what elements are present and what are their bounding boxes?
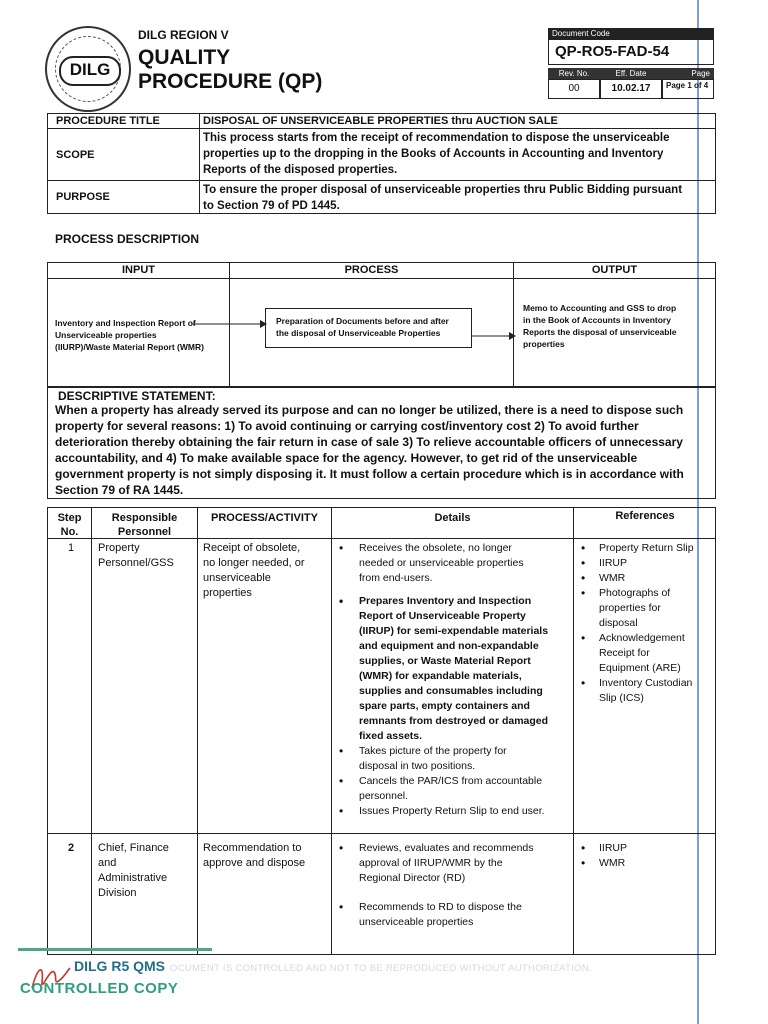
detail-line: • Cancels the PAR/ICS from accountable — [359, 775, 543, 787]
detail-line: Report of Unserviceable Property — [359, 610, 526, 622]
page-label: Page — [662, 68, 714, 79]
responsible-personnel — [98, 541, 174, 571]
reference-line: Equipment (ARE) — [599, 662, 681, 674]
references-list — [577, 541, 715, 706]
detail-item — [335, 841, 571, 886]
purpose-line: to Section 79 of PD 1445. — [203, 200, 340, 212]
descriptive-line: Section 79 of RA 1445. — [55, 483, 184, 497]
purpose-line: To ensure the proper disposal of unserviceable properties thru Public Bidding pursuant — [203, 184, 683, 196]
activity-line: unserviceable — [203, 572, 271, 584]
descriptive-line: property for several reasons: 1) To avoid continuing or carrying cost/inventory cost 2) To avoid further — [55, 419, 639, 433]
input-line: (IIURP)/Waste Material Report (WMR) — [55, 342, 204, 352]
reference-item — [577, 541, 715, 556]
dilg-logo — [45, 26, 131, 112]
reference-item — [577, 856, 715, 871]
rev-no-label: Rev. No. — [548, 68, 600, 79]
header-responsible — [92, 511, 197, 539]
output-arrow-icon — [471, 320, 521, 342]
stamp-line-2: CONTROLLED COPY — [20, 980, 179, 997]
reference-line: Slip (ICS) — [599, 692, 644, 704]
activity-line: Receipt of obsolete, — [203, 542, 301, 554]
detail-line: and equipment and non-expandable — [359, 640, 539, 652]
personnel-line: Personnel/GSS — [98, 557, 174, 569]
process-line: the disposal of Unserviceable Properties — [276, 328, 441, 338]
rev-no-value: 00 — [548, 79, 600, 99]
detail-item — [335, 804, 571, 819]
scope-label: SCOPE — [56, 149, 95, 161]
header-process: PROCESS/ACTIVITY — [211, 512, 318, 524]
detail-line: fixed assets. — [359, 730, 423, 742]
detail-line: • Receives the obsolete, no longer — [359, 542, 512, 554]
output-line: in the Book of Accounts in Inventory — [523, 315, 671, 325]
detail-line: • Issues Property Return Slip to end user. — [359, 805, 545, 817]
doc-code-value: QP-RO5-FAD-54 — [548, 39, 714, 65]
detail-line: disposal in two positions. — [359, 760, 476, 772]
step-no: 1 — [68, 542, 75, 554]
descriptive-line: government property is not simply disposing it. It must follow a certain procedure which is in accordance with — [55, 467, 684, 481]
input-line: Inventory and Inspection Report of — [55, 318, 196, 328]
col-divider — [573, 507, 574, 955]
activity-line: approve and dispose — [203, 857, 306, 869]
detail-line: supplies, or Waste Material Report — [359, 655, 531, 667]
reference-line: • IIRUP — [599, 557, 628, 569]
process-activity — [203, 841, 305, 871]
logo-mark: DILG — [59, 56, 121, 86]
descriptive-body — [55, 402, 703, 498]
procedure-title: DISPOSAL OF UNSERVICEABLE PROPERTIES thru AUCTION SALE — [203, 115, 558, 127]
scope-line: properties up to the dropping in the Books of Accounts in Accounting and Inventory — [203, 148, 664, 160]
reference-line: Receipt for — [599, 647, 650, 659]
input-header: INPUT — [47, 262, 230, 279]
personnel-line: Chief, Finance — [98, 842, 169, 854]
input-arrow-icon — [190, 318, 270, 330]
output-line: Memo to Accounting and GSS to drop — [523, 303, 677, 313]
header-responsible-line: Responsible — [111, 512, 178, 524]
detail-line: supplies and consumables including — [359, 685, 543, 697]
process-description-title: PROCESS DESCRIPTION — [55, 232, 200, 246]
detail-line: • Reviews, evaluates and recommends — [359, 842, 534, 854]
descriptive-line: accountability, and 4) To make available space for the agency. However, to get rid of the unserviceable — [55, 451, 638, 465]
personnel-line: Property — [98, 542, 140, 554]
header-step — [48, 511, 91, 539]
responsible-personnel — [98, 841, 169, 901]
activity-line: properties — [203, 587, 252, 599]
process-line: Preparation of Documents before and after — [276, 316, 449, 326]
reference-line: • WMR — [599, 857, 626, 869]
purpose-label: PURPOSE — [56, 191, 110, 203]
region-label: DILG REGION V — [138, 28, 229, 42]
reference-line: • Property Return Slip — [599, 542, 694, 554]
footer-notice: OCUMENT IS CONTROLLED AND NOT TO BE REPRODUCED WITHOUT AUTHORIZATION. — [170, 963, 592, 974]
scope-line: This process starts from the receipt of recommendation to dispose the unserviceable — [203, 132, 670, 144]
detail-item — [335, 900, 571, 930]
descriptive-title: DESCRIPTIVE STATEMENT: — [58, 389, 216, 403]
descriptive-line: When a property has already served its purpose and can no longer be utilized, there is a need to dispose such — [55, 403, 684, 417]
activity-line: Recommendation to — [203, 842, 302, 854]
col-divider — [91, 507, 92, 955]
purpose-cell — [199, 180, 716, 214]
stamp-line-1: DILG R5 QMS — [74, 958, 166, 974]
eff-date-value: 10.02.17 — [600, 79, 662, 99]
reference-line: properties for — [599, 602, 661, 614]
header-details: Details — [434, 512, 471, 524]
header-step-line: No. — [60, 526, 79, 538]
detail-item — [335, 594, 571, 744]
detail-line: from end-users. — [359, 572, 433, 584]
reference-item — [577, 571, 715, 586]
reference-item — [577, 841, 715, 856]
descriptive-line: deterioration thereby obtaining the fair return in case of sale 3) To relieve accountable officers of unnecessary — [55, 435, 683, 449]
procedure-title-cell — [199, 113, 716, 129]
detail-line: needed or unserviceable properties — [359, 557, 524, 569]
reference-item — [577, 556, 715, 571]
references-list — [577, 841, 715, 871]
detail-line: personnel. — [359, 790, 409, 802]
output-line: Reports the disposal of unserviceable — [523, 327, 677, 337]
col-divider — [331, 507, 332, 955]
reference-line: • WMR — [599, 572, 626, 584]
header-responsible-line: Personnel — [117, 526, 172, 538]
header-step-line: Step — [57, 512, 82, 524]
reference-line: • Photographs of — [599, 587, 671, 599]
output-line: properties — [523, 339, 565, 349]
detail-line: • Prepares Inventory and Inspection — [359, 595, 532, 607]
reference-item — [577, 676, 715, 706]
doc-title-line2: PROCEDURE (QP) — [138, 70, 323, 93]
procedure-title-label-cell — [47, 113, 200, 129]
purpose-label-cell — [47, 180, 200, 214]
reference-item — [577, 631, 715, 676]
detail-line: remnants from destroyed or damaged — [359, 715, 549, 727]
reference-line: disposal — [599, 617, 638, 629]
reference-line: • Acknowledgement — [599, 632, 685, 644]
personnel-line: and — [98, 857, 117, 869]
reference-line: • IIRUP — [599, 842, 628, 854]
eff-date-label: Eff. Date — [600, 68, 662, 79]
detail-line: approval of IIRUP/WMR by the — [359, 857, 503, 869]
detail-item — [335, 774, 571, 804]
stamp-border — [18, 948, 212, 951]
detail-line: Regional Director (RD) — [359, 872, 466, 884]
doc-code-label: Document Code — [548, 28, 714, 39]
row-divider — [47, 833, 716, 834]
page-value: Page 1 of 4 — [662, 79, 714, 99]
activity-line: no longer needed, or — [203, 557, 305, 569]
detail-line: spare parts, empty containers and — [359, 700, 530, 712]
scope-cell — [199, 128, 716, 181]
process-activity — [203, 541, 305, 601]
header-references: References — [615, 510, 675, 522]
step-no: 2 — [68, 842, 75, 854]
details-list — [335, 541, 571, 819]
detail-line: • Takes picture of the property for — [359, 745, 507, 757]
scope-label-cell — [47, 128, 200, 181]
output-header: OUTPUT — [513, 262, 716, 279]
doc-title-line1: QUALITY — [138, 46, 231, 69]
procedure-title-label: PROCEDURE TITLE — [56, 115, 160, 127]
reference-item — [577, 586, 715, 631]
details-list — [335, 841, 571, 930]
input-line: Unserviceable properties — [55, 330, 157, 340]
detail-line: unserviceable properties — [359, 916, 474, 928]
reference-line: • Inventory Custodian — [599, 677, 693, 689]
personnel-line: Division — [98, 887, 137, 899]
detail-line: (WMR) for expandable materials, — [359, 670, 522, 682]
col-divider — [197, 507, 198, 955]
detail-item — [335, 744, 571, 774]
personnel-line: Administrative — [98, 872, 168, 884]
detail-line: (IIRUP) for semi-expendable materials — [359, 625, 549, 637]
scope-line: Reports of the disposed properties. — [203, 164, 398, 176]
detail-line: • Recommends to RD to dispose the — [359, 901, 522, 913]
io-divider — [229, 278, 230, 387]
controlled-copy-stamp — [20, 958, 210, 1006]
process-header: PROCESS — [229, 262, 514, 279]
detail-item — [335, 541, 571, 586]
